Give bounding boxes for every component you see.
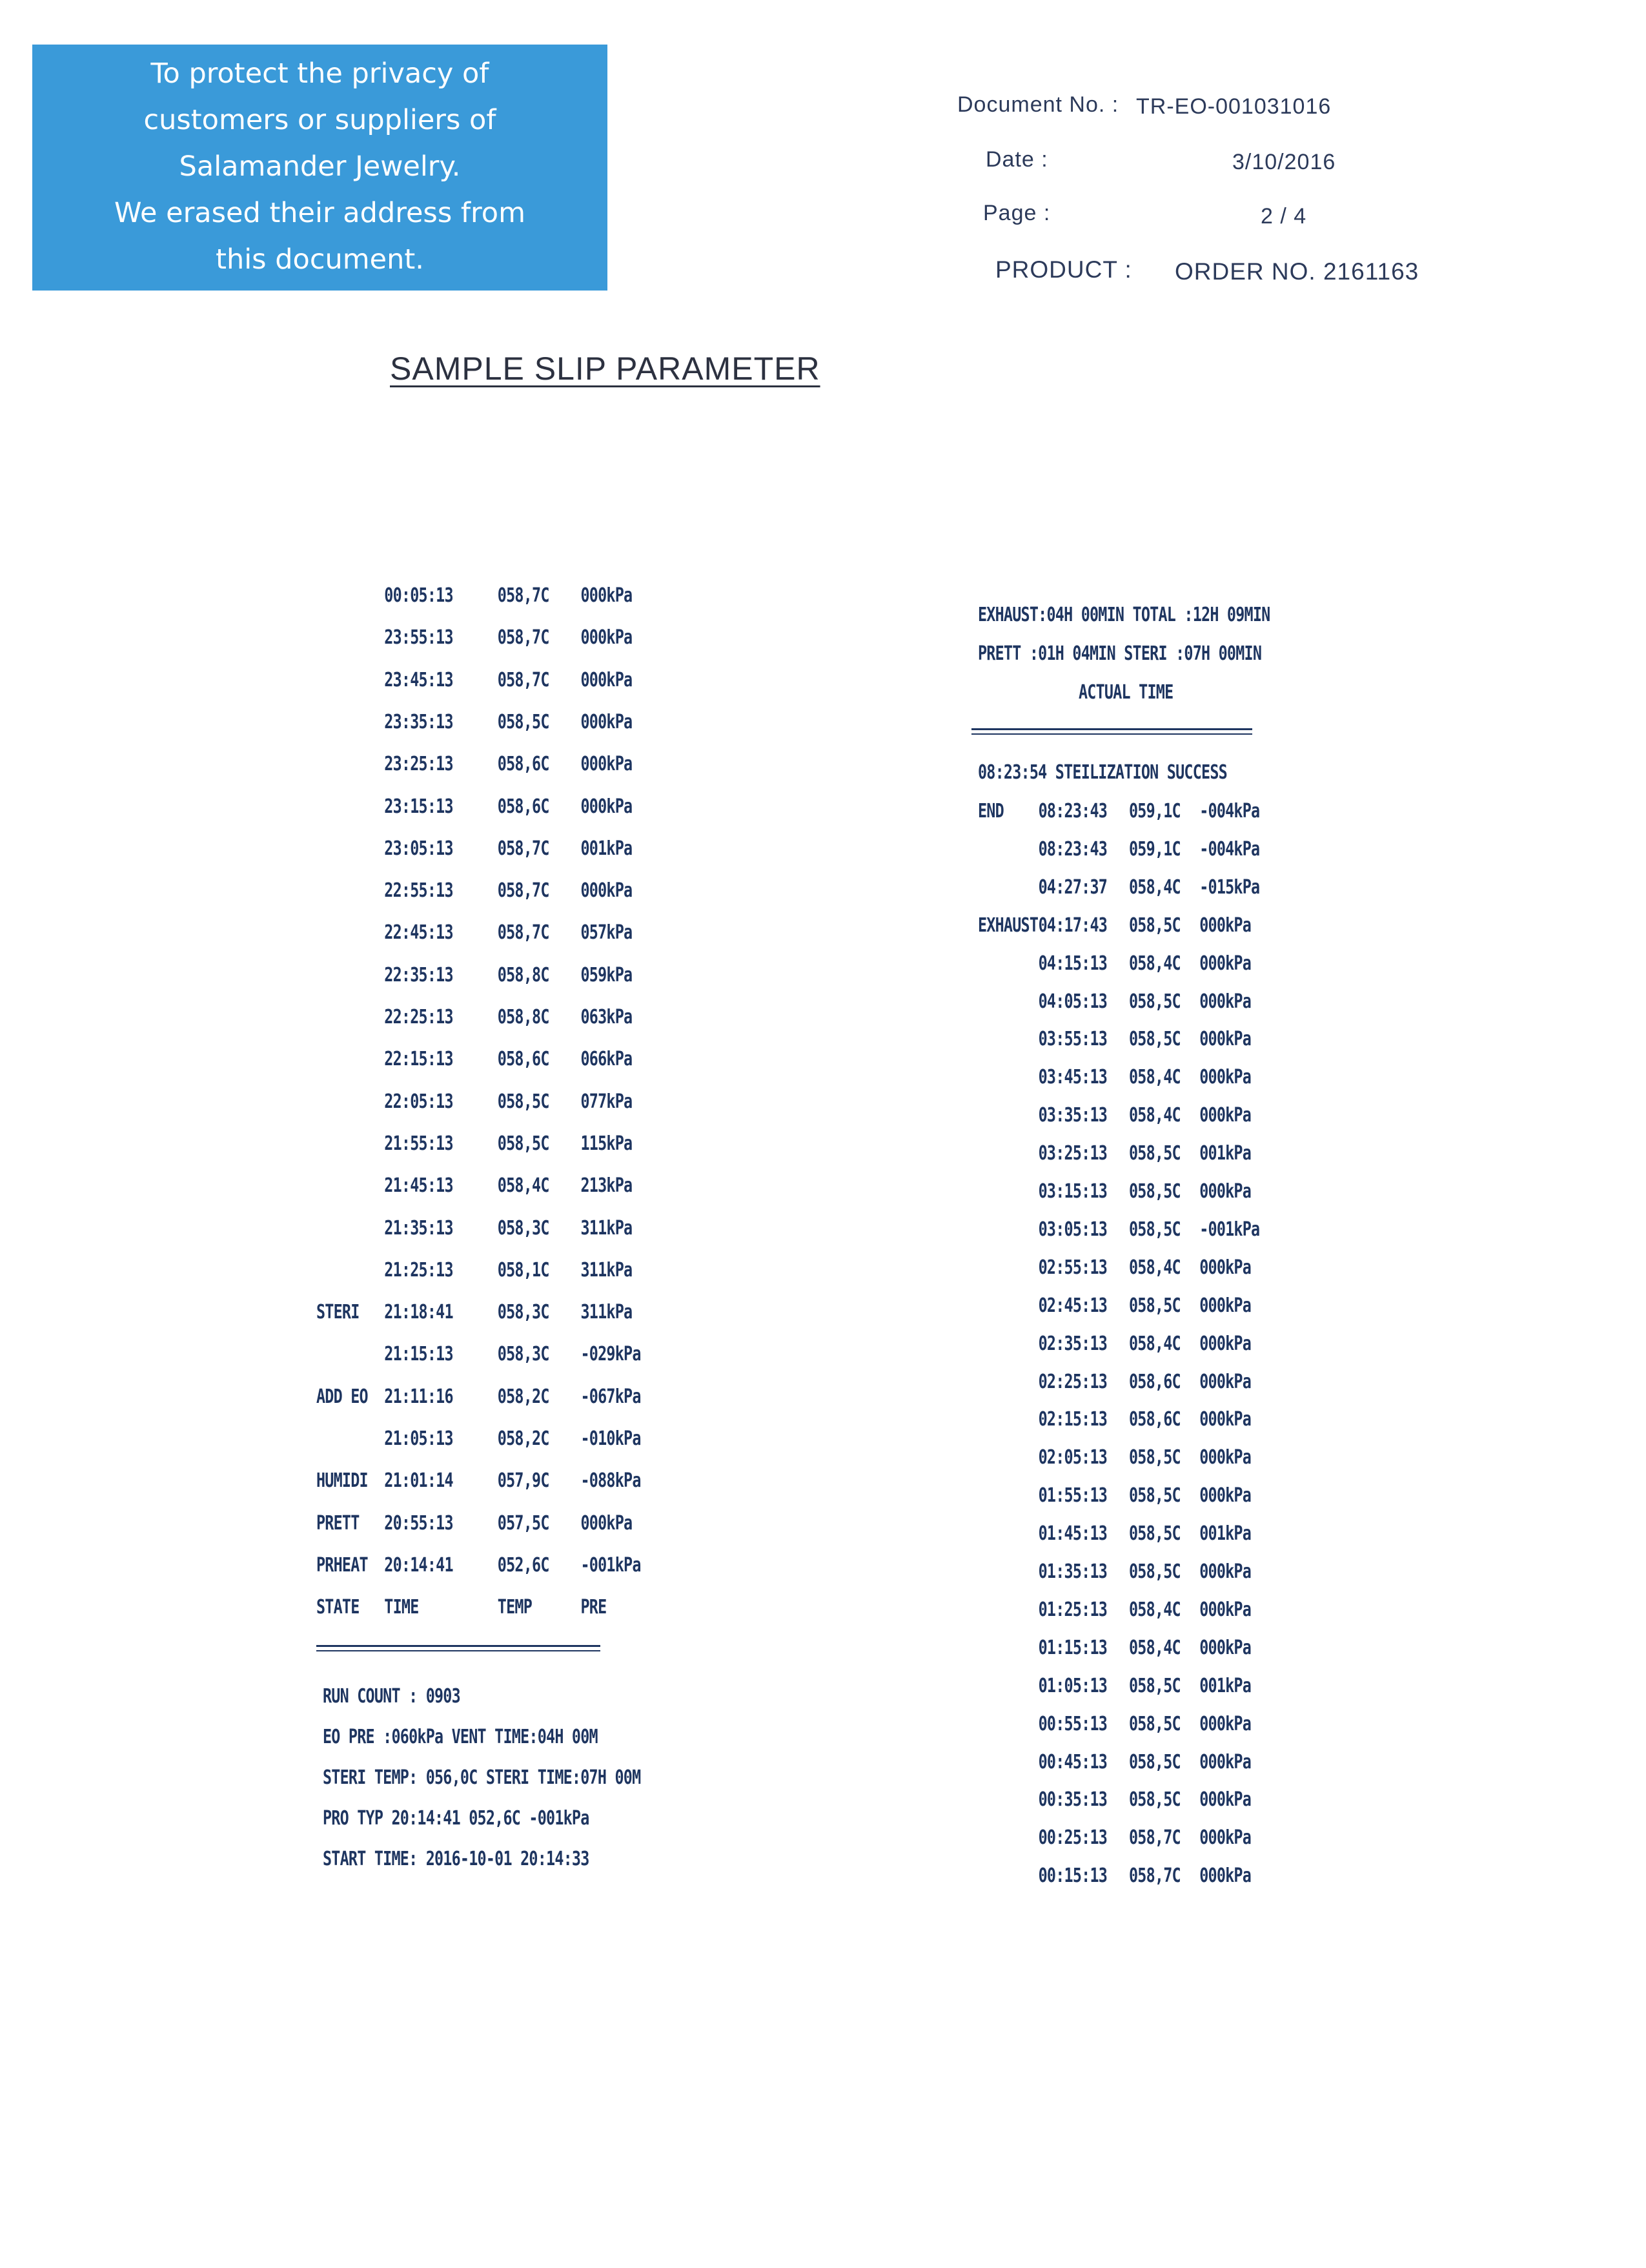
page-title: SAMPLE SLIP PARAMETER [390, 351, 820, 387]
log-time: 01:15:13 [1038, 1636, 1108, 1659]
log-temp: 058,7C [497, 626, 549, 649]
receipt-divider [971, 728, 1252, 730]
log-time: 20:14:41 [384, 1553, 453, 1577]
log-pressure: 000kPa [1199, 1598, 1252, 1621]
log-pressure: -067kPa [580, 1385, 641, 1408]
log-temp: 058,5C [1129, 1522, 1181, 1546]
log-time: 23:05:13 [384, 837, 453, 860]
log-temp: 058,5C [497, 1132, 549, 1155]
log-temp: 059,1C [1129, 837, 1181, 861]
log-pressure: -004kPa [1199, 837, 1260, 861]
log-time: 01:45:13 [1038, 1522, 1108, 1546]
log-state: PRHEAT [316, 1553, 368, 1577]
log-temp: 058,5C [1129, 1712, 1181, 1735]
log-state: ADD EO [316, 1385, 368, 1408]
log-time: 03:45:13 [1038, 1066, 1108, 1089]
log-state: END [978, 800, 1004, 822]
log-temp: 057,9C [497, 1469, 549, 1493]
log-pressure: -010kPa [580, 1427, 641, 1450]
log-state: STATE [316, 1596, 360, 1619]
product-value: ORDER NO. 2161163 [1175, 258, 1419, 285]
log-time: 21:45:13 [384, 1174, 453, 1198]
product-label: PRODUCT : [995, 256, 1132, 283]
log-temp: 058,7C [1129, 1826, 1181, 1850]
log-state: PRETT [316, 1511, 360, 1535]
log-pressure: 063kPa [580, 1006, 633, 1028]
log-temp: 052,6C [497, 1553, 549, 1577]
log-temp: 058,5C [1129, 1484, 1181, 1507]
log-time: 08:23:43 [1038, 837, 1108, 861]
log-time: 04:17:43 [1038, 914, 1108, 937]
log-temp: 058,6C [497, 1048, 549, 1071]
log-time: 23:25:13 [384, 753, 453, 776]
log-temp: 058,5C [1129, 990, 1181, 1013]
log-temp: 058,5C [1129, 1294, 1181, 1317]
date-value: 3/10/2016 [1232, 150, 1336, 174]
footer-line: RUN COUNT : 0903 [323, 1685, 460, 1708]
log-temp: 058,6C [497, 795, 549, 818]
log-pressure: 000kPa [1199, 1066, 1252, 1089]
log-temp: 058,2C [497, 1385, 549, 1408]
log-pressure: 000kPa [580, 795, 633, 818]
log-pressure: -015kPa [1199, 875, 1260, 899]
log-pressure: 311kPa [580, 1258, 633, 1282]
log-time: TIME [384, 1596, 419, 1619]
doc-no-label: Document No. : [957, 92, 1119, 117]
log-time: 22:15:13 [384, 1048, 453, 1071]
log-time: 04:27:37 [1038, 875, 1108, 899]
receipt-divider [971, 733, 1252, 735]
log-temp: 058,6C [497, 753, 549, 776]
log-time: 01:05:13 [1038, 1674, 1108, 1697]
log-pressure: 000kPa [1199, 1104, 1252, 1127]
log-temp: 058,4C [1129, 875, 1181, 899]
log-pressure: 115kPa [580, 1132, 633, 1155]
log-time: 23:15:13 [384, 795, 453, 818]
log-time: 22:45:13 [384, 921, 453, 945]
log-time: 03:55:13 [1038, 1028, 1108, 1051]
log-time: 00:15:13 [1038, 1864, 1108, 1888]
date-label: Date : [986, 147, 1048, 172]
log-temp: 058,3C [497, 1301, 549, 1324]
log-temp: 058,5C [1129, 1674, 1181, 1697]
receipt-divider [316, 1650, 600, 1651]
log-pressure: 000kPa [1199, 1028, 1252, 1051]
page-label: Page : [983, 201, 1051, 225]
log-time: 04:05:13 [1038, 990, 1108, 1013]
log-time: 21:18:41 [384, 1301, 453, 1324]
log-temp: 058,2C [497, 1427, 549, 1450]
log-temp: 058,7C [497, 584, 549, 607]
log-time: 02:35:13 [1038, 1332, 1108, 1355]
summary-line: EXHAUST:04H 00MIN TOTAL :12H 09MIN [978, 604, 1270, 626]
log-time: 02:25:13 [1038, 1370, 1108, 1393]
log-temp: 058,5C [1129, 1560, 1181, 1583]
log-temp: 058,6C [1129, 1370, 1181, 1393]
log-temp: 058,5C [1129, 1788, 1181, 1812]
log-time: 01:35:13 [1038, 1560, 1108, 1583]
log-pressure: 000kPa [1199, 1712, 1252, 1735]
log-temp: 058,7C [497, 921, 549, 945]
log-pressure: 059kPa [580, 963, 633, 986]
log-pressure: 000kPa [1199, 1370, 1252, 1393]
log-time: 02:05:13 [1038, 1446, 1108, 1469]
log-time: 02:15:13 [1038, 1408, 1108, 1431]
log-time: 02:45:13 [1038, 1294, 1108, 1317]
log-temp: 058,4C [1129, 1104, 1181, 1127]
log-pressure: 000kPa [1199, 1560, 1252, 1583]
log-pressure: 001kPa [1199, 1674, 1252, 1697]
log-temp: 058,7C [497, 668, 549, 691]
log-pressure: 000kPa [1199, 1180, 1252, 1203]
log-temp: 058,5C [497, 710, 549, 733]
log-temp: 058,4C [1129, 1066, 1181, 1089]
log-pressure: 311kPa [580, 1301, 633, 1324]
notice-line: customers or suppliers of [143, 104, 496, 136]
log-temp: TEMP [497, 1596, 533, 1619]
footer-line: PRO TYP 20:14:41 052,6C -001kPa [323, 1807, 589, 1830]
log-time: 20:55:13 [384, 1511, 453, 1535]
log-temp: 058,4C [1129, 1256, 1181, 1279]
log-time: 02:55:13 [1038, 1256, 1108, 1279]
log-time: 03:25:13 [1038, 1142, 1108, 1165]
log-temp: 058,5C [1129, 1142, 1181, 1165]
log-time: 22:35:13 [384, 963, 453, 986]
log-pressure: 077kPa [580, 1090, 633, 1113]
log-temp: 058,8C [497, 963, 549, 986]
log-time: 21:35:13 [384, 1216, 453, 1240]
log-pressure: -001kPa [580, 1553, 641, 1577]
summary-line: PRETT :01H 04MIN STERI :07H 00MIN [978, 642, 1262, 665]
footer-line: EO PRE :060kPa VENT TIME:04H 00M [323, 1726, 598, 1748]
log-state: EXHAUST [978, 914, 1039, 937]
log-time: 21:55:13 [384, 1132, 453, 1155]
log-time: 00:45:13 [1038, 1750, 1108, 1773]
notice-line: Salamander Jewelry. [179, 150, 461, 183]
footer-line: STERI TEMP: 056,0C STERI TIME:07H 00M [323, 1766, 641, 1789]
log-pressure: 000kPa [1199, 1788, 1252, 1812]
doc-no-value: TR-EO-001031016 [1136, 94, 1332, 119]
log-time: 22:25:13 [384, 1006, 453, 1028]
log-time: 03:15:13 [1038, 1180, 1108, 1203]
log-pressure: 213kPa [580, 1174, 633, 1198]
log-pressure: -004kPa [1199, 800, 1260, 822]
log-temp: 058,4C [1129, 1598, 1181, 1621]
log-temp: 058,5C [1129, 1446, 1181, 1469]
log-pressure: 000kPa [1199, 1750, 1252, 1773]
log-pressure: 000kPa [1199, 1864, 1252, 1888]
log-time: 03:05:13 [1038, 1218, 1108, 1241]
log-pressure: -088kPa [580, 1469, 641, 1493]
log-temp: 058,5C [497, 1090, 549, 1113]
notice-line: We erased their address from [114, 197, 525, 229]
log-time: 00:25:13 [1038, 1826, 1108, 1850]
log-temp: 058,4C [497, 1174, 549, 1198]
log-time: 01:25:13 [1038, 1598, 1108, 1621]
log-temp: 058,8C [497, 1006, 549, 1028]
log-pressure: 000kPa [1199, 1636, 1252, 1659]
log-pressure: 001kPa [1199, 1522, 1252, 1546]
log-temp: 059,1C [1129, 800, 1181, 822]
log-temp: 058,7C [1129, 1864, 1181, 1888]
log-pressure: 000kPa [580, 1511, 633, 1535]
log-temp: 058,5C [1129, 1218, 1181, 1241]
log-time: 23:35:13 [384, 710, 453, 733]
log-pressure: 311kPa [580, 1216, 633, 1240]
notice-line: To protect the privacy of [150, 57, 489, 90]
log-time: 23:55:13 [384, 626, 453, 649]
log-pressure: 066kPa [580, 1048, 633, 1071]
log-temp: 058,7C [497, 837, 549, 860]
log-temp: 058,4C [1129, 952, 1181, 975]
notice-line: this document. [216, 243, 424, 276]
log-temp: 058,4C [1129, 1332, 1181, 1355]
log-pressure: PRE [580, 1596, 607, 1619]
log-time: 22:55:13 [384, 879, 453, 903]
log-temp: 058,4C [1129, 1636, 1181, 1659]
log-pressure: 000kPa [1199, 1446, 1252, 1469]
log-time: 04:15:13 [1038, 952, 1108, 975]
log-time: 03:35:13 [1038, 1104, 1108, 1127]
log-temp: 058,5C [1129, 1028, 1181, 1051]
log-temp: 058,3C [497, 1216, 549, 1240]
log-time: 22:05:13 [384, 1090, 453, 1113]
log-temp: 058,5C [1129, 1750, 1181, 1773]
log-pressure: 000kPa [1199, 914, 1252, 937]
log-pressure: 000kPa [1199, 1294, 1252, 1317]
log-pressure: 000kPa [1199, 1408, 1252, 1431]
log-time: 21:25:13 [384, 1258, 453, 1282]
log-pressure: 000kPa [1199, 1256, 1252, 1279]
privacy-notice [32, 45, 607, 291]
log-temp: 058,5C [1129, 1180, 1181, 1203]
log-time: 01:55:13 [1038, 1484, 1108, 1507]
log-pressure: 000kPa [1199, 1484, 1252, 1507]
log-time: 21:01:14 [384, 1469, 453, 1493]
log-state: STERI [316, 1301, 360, 1324]
log-pressure: 000kPa [1199, 1332, 1252, 1355]
log-time: 00:35:13 [1038, 1788, 1108, 1812]
log-temp: 058,6C [1129, 1408, 1181, 1431]
log-temp: 058,1C [497, 1258, 549, 1282]
log-time: 21:05:13 [384, 1427, 453, 1450]
log-pressure: 000kPa [580, 710, 633, 733]
log-temp: 058,5C [1129, 914, 1181, 937]
log-pressure: 000kPa [1199, 952, 1252, 975]
log-time: 08:23:43 [1038, 800, 1108, 822]
log-time: 00:55:13 [1038, 1712, 1108, 1735]
log-state: HUMIDI [316, 1469, 368, 1493]
log-temp: 058,3C [497, 1343, 549, 1366]
log-pressure: 000kPa [1199, 990, 1252, 1013]
log-pressure: 000kPa [580, 626, 633, 649]
log-pressure: -029kPa [580, 1343, 641, 1366]
footer-line: START TIME: 2016-10-01 20:14:33 [323, 1848, 589, 1870]
log-time: 00:05:13 [384, 584, 453, 607]
log-pressure: 000kPa [580, 753, 633, 776]
status-line: 08:23:54 STEILIZATION SUCCESS [978, 761, 1227, 784]
log-pressure: 001kPa [580, 837, 633, 860]
log-temp: 058,7C [497, 879, 549, 903]
log-pressure: 000kPa [580, 879, 633, 903]
log-pressure: 000kPa [580, 584, 633, 607]
log-temp: 057,5C [497, 1511, 549, 1535]
log-pressure: -001kPa [1199, 1218, 1260, 1241]
receipt-divider [316, 1645, 600, 1647]
log-pressure: 000kPa [580, 668, 633, 691]
log-time: 21:15:13 [384, 1343, 453, 1366]
page-value: 2 / 4 [1261, 204, 1307, 229]
log-pressure: 057kPa [580, 921, 633, 945]
log-time: 21:11:16 [384, 1385, 453, 1408]
log-pressure: 000kPa [1199, 1826, 1252, 1850]
log-pressure: 001kPa [1199, 1142, 1252, 1165]
summary-line: ACTUAL TIME [1079, 681, 1174, 704]
log-time: 23:45:13 [384, 668, 453, 691]
